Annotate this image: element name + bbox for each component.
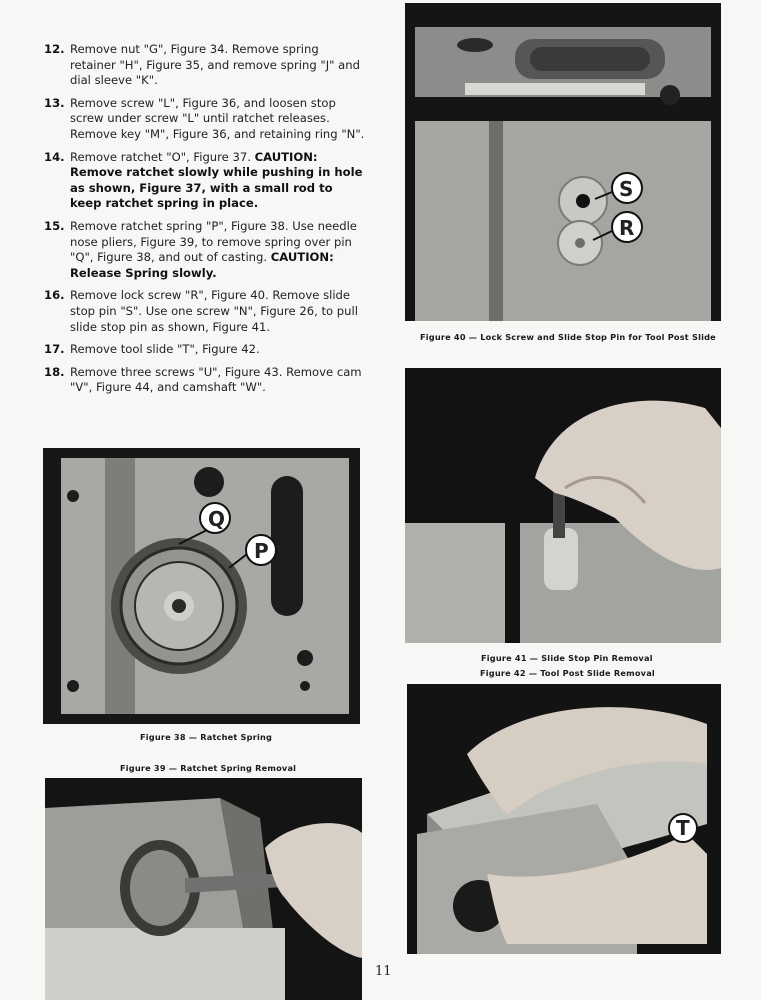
step-15 [44,219,366,281]
step-text: Remove nut "G", Figure 34. Remove spring retainer "H", Figure 35, and remove spring "J" and dial sleeve "K". [70,42,360,88]
callout-s: S [619,177,634,201]
figure-39-caption: Figure 39 — Ratchet Spring Removal [120,763,297,773]
figure-38-caption: Figure 38 — Ratchet Spring [140,732,273,742]
step-number: 15. [44,218,65,233]
step-18 [44,365,366,396]
step-text: Remove lock screw "R", Figure 40. Remove slide stop pin "S". Use one screw "N", Figure 26, to pull slide stop pin as shown, Figure 41. [70,288,358,334]
figure-39-photo [45,778,362,1000]
step-12 [44,42,366,89]
step-text: Remove screw "L", Figure 36, and loosen stop screw under screw "L" until ratchet releases. Remove key "M", Figure 36, and retaining ring "N". [70,95,365,141]
step-number: 14. [44,149,65,164]
step-text: Remove three screws "U", Figure 43. Remove cam "V", Figure 44, and camshaft "W". [70,364,362,395]
callout-r: R [619,216,635,240]
step-caution: CAUTION: Remove ratchet slowly while pushing in hole as shown, Figure 37, with a small rod to keep ratchet spring in place. [70,149,363,211]
step-text: Remove ratchet spring "P", Figure 38. Use needle nose pliers, Figure 39, to remove spring over pin "Q", Figure 38, and out of casting. [70,218,357,265]
callout-p: P [254,539,269,563]
page-number: 11 [375,964,392,979]
step-17 [44,342,366,358]
step-text: Remove ratchet "O", Figure 37. [70,149,255,164]
step-number: 18. [44,364,65,379]
step-caution: CAUTION: Release Spring slowly. [70,250,334,280]
step-number: 12. [44,42,65,56]
figure-38-photo [43,448,360,724]
instruction-steps [44,42,366,403]
figure-42-caption: Figure 42 — Tool Post Slide Removal [480,668,655,678]
figure-41-photo [405,368,721,643]
figure-41-caption: Figure 41 — Slide Stop Pin Removal [481,653,653,663]
step-14 [44,150,366,212]
step-text: Remove tool slide "T", Figure 42. [70,342,260,357]
step-number: 13. [44,95,65,110]
callout-q: Q [208,507,226,531]
step-13 [44,96,366,143]
figure-40-photo [405,3,721,321]
figure-40-caption: Figure 40 — Lock Screw and Slide Stop Pin for Tool Post Slide [420,332,716,342]
callout-t: T [676,816,690,840]
figure-42-photo [407,684,721,954]
step-16 [44,288,366,335]
step-number: 16. [44,288,65,303]
step-number: 17. [44,342,65,357]
